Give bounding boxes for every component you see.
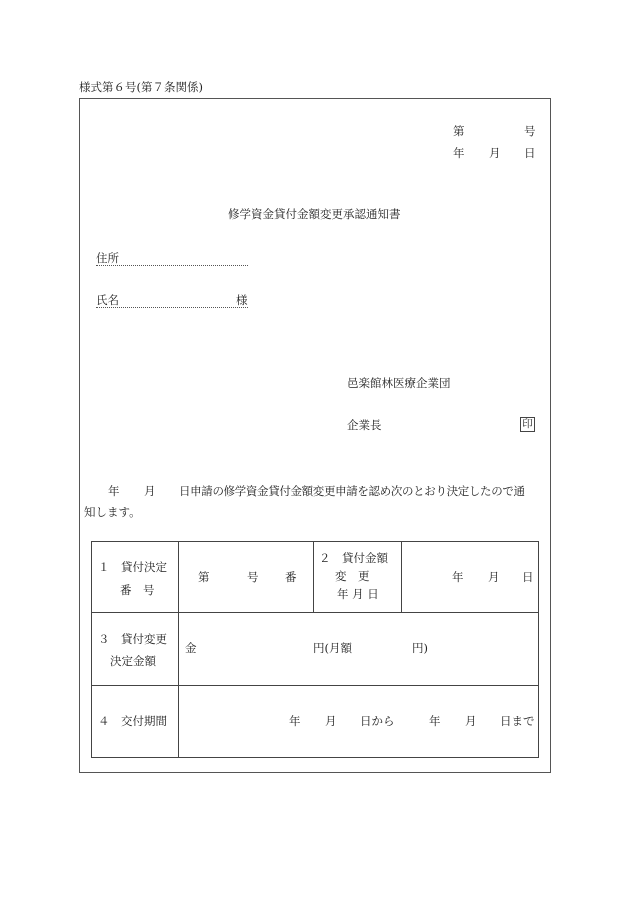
row1-label2-line1: ２ 貸付金額 [319,551,388,565]
row1-label-line1: １ 貸付決定 [98,560,167,574]
form-header: 様式第６号(第７条関係) [79,80,203,94]
address-label: 住所 [96,251,119,265]
row3-label: ４ 交付期間 [98,714,167,728]
row2-amount-cell [179,613,539,686]
name-line [96,307,248,308]
row3-day-from: 日から [360,714,395,728]
row1-dai: 第 [198,570,210,584]
doc-number-go: 号 [524,124,536,138]
doc-date-day: 日 [524,146,536,160]
row3-year-from: 年 [289,714,301,728]
table-row [92,542,539,613]
name-label: 氏名 [96,293,119,307]
row3-year-to: 年 [429,714,441,728]
issuer-title: 企業長 [347,418,382,432]
row3-period-cell [179,686,539,758]
issuer-org: 邑楽館林医療企業団 [347,376,451,390]
row3-month-from: 月 [325,714,337,728]
row1-date-cell [402,542,539,613]
row2-label-line2: 決定金額 [110,654,156,668]
body-year: 年 [108,484,120,498]
doc-number-dai: 第 [453,124,465,138]
row1-label2-line3: 年 月 日 [337,587,379,601]
table-row [92,613,539,686]
row3-label-cell [92,686,179,758]
row2-kin: 金 [185,641,197,655]
doc-date-year: 年 [453,146,465,160]
row1-ban: 番 [285,570,297,584]
row1-month: 月 [488,570,500,584]
row2-label-line1: ３ 貸付変更 [98,632,167,646]
row1-label-line2: 番 号 [120,583,155,597]
row1-label2-line2: 変 更 [335,569,370,583]
row1-label-cell [92,542,179,613]
decision-table [91,541,539,758]
body-text-line1: 日申請の修学資金貸付金額変更申請を認め次のとおり決定したので通 [179,484,525,498]
body-month: 月 [144,484,156,498]
name-suffix: 様 [236,293,248,307]
row3-day-to: 日まで [500,714,535,728]
body-text-line2: 知します。 [84,505,141,519]
row1-go: 号 [247,570,259,584]
table-row [92,686,539,758]
row2-yen-close: 円) [412,641,428,655]
row1-label2-cell [314,542,402,613]
row3-month-to: 月 [465,714,477,728]
address-line [96,265,248,266]
row1-year: 年 [452,570,464,584]
seal-mark: 印 [520,417,535,432]
doc-date-month: 月 [489,146,501,160]
row1-number-cell [179,542,314,613]
row2-yen-monthly: 円(月額 [313,641,352,655]
document-title: 修学資金貸付金額変更承認通知書 [228,207,401,221]
row2-label-cell [92,613,179,686]
row1-day: 日 [522,570,534,584]
